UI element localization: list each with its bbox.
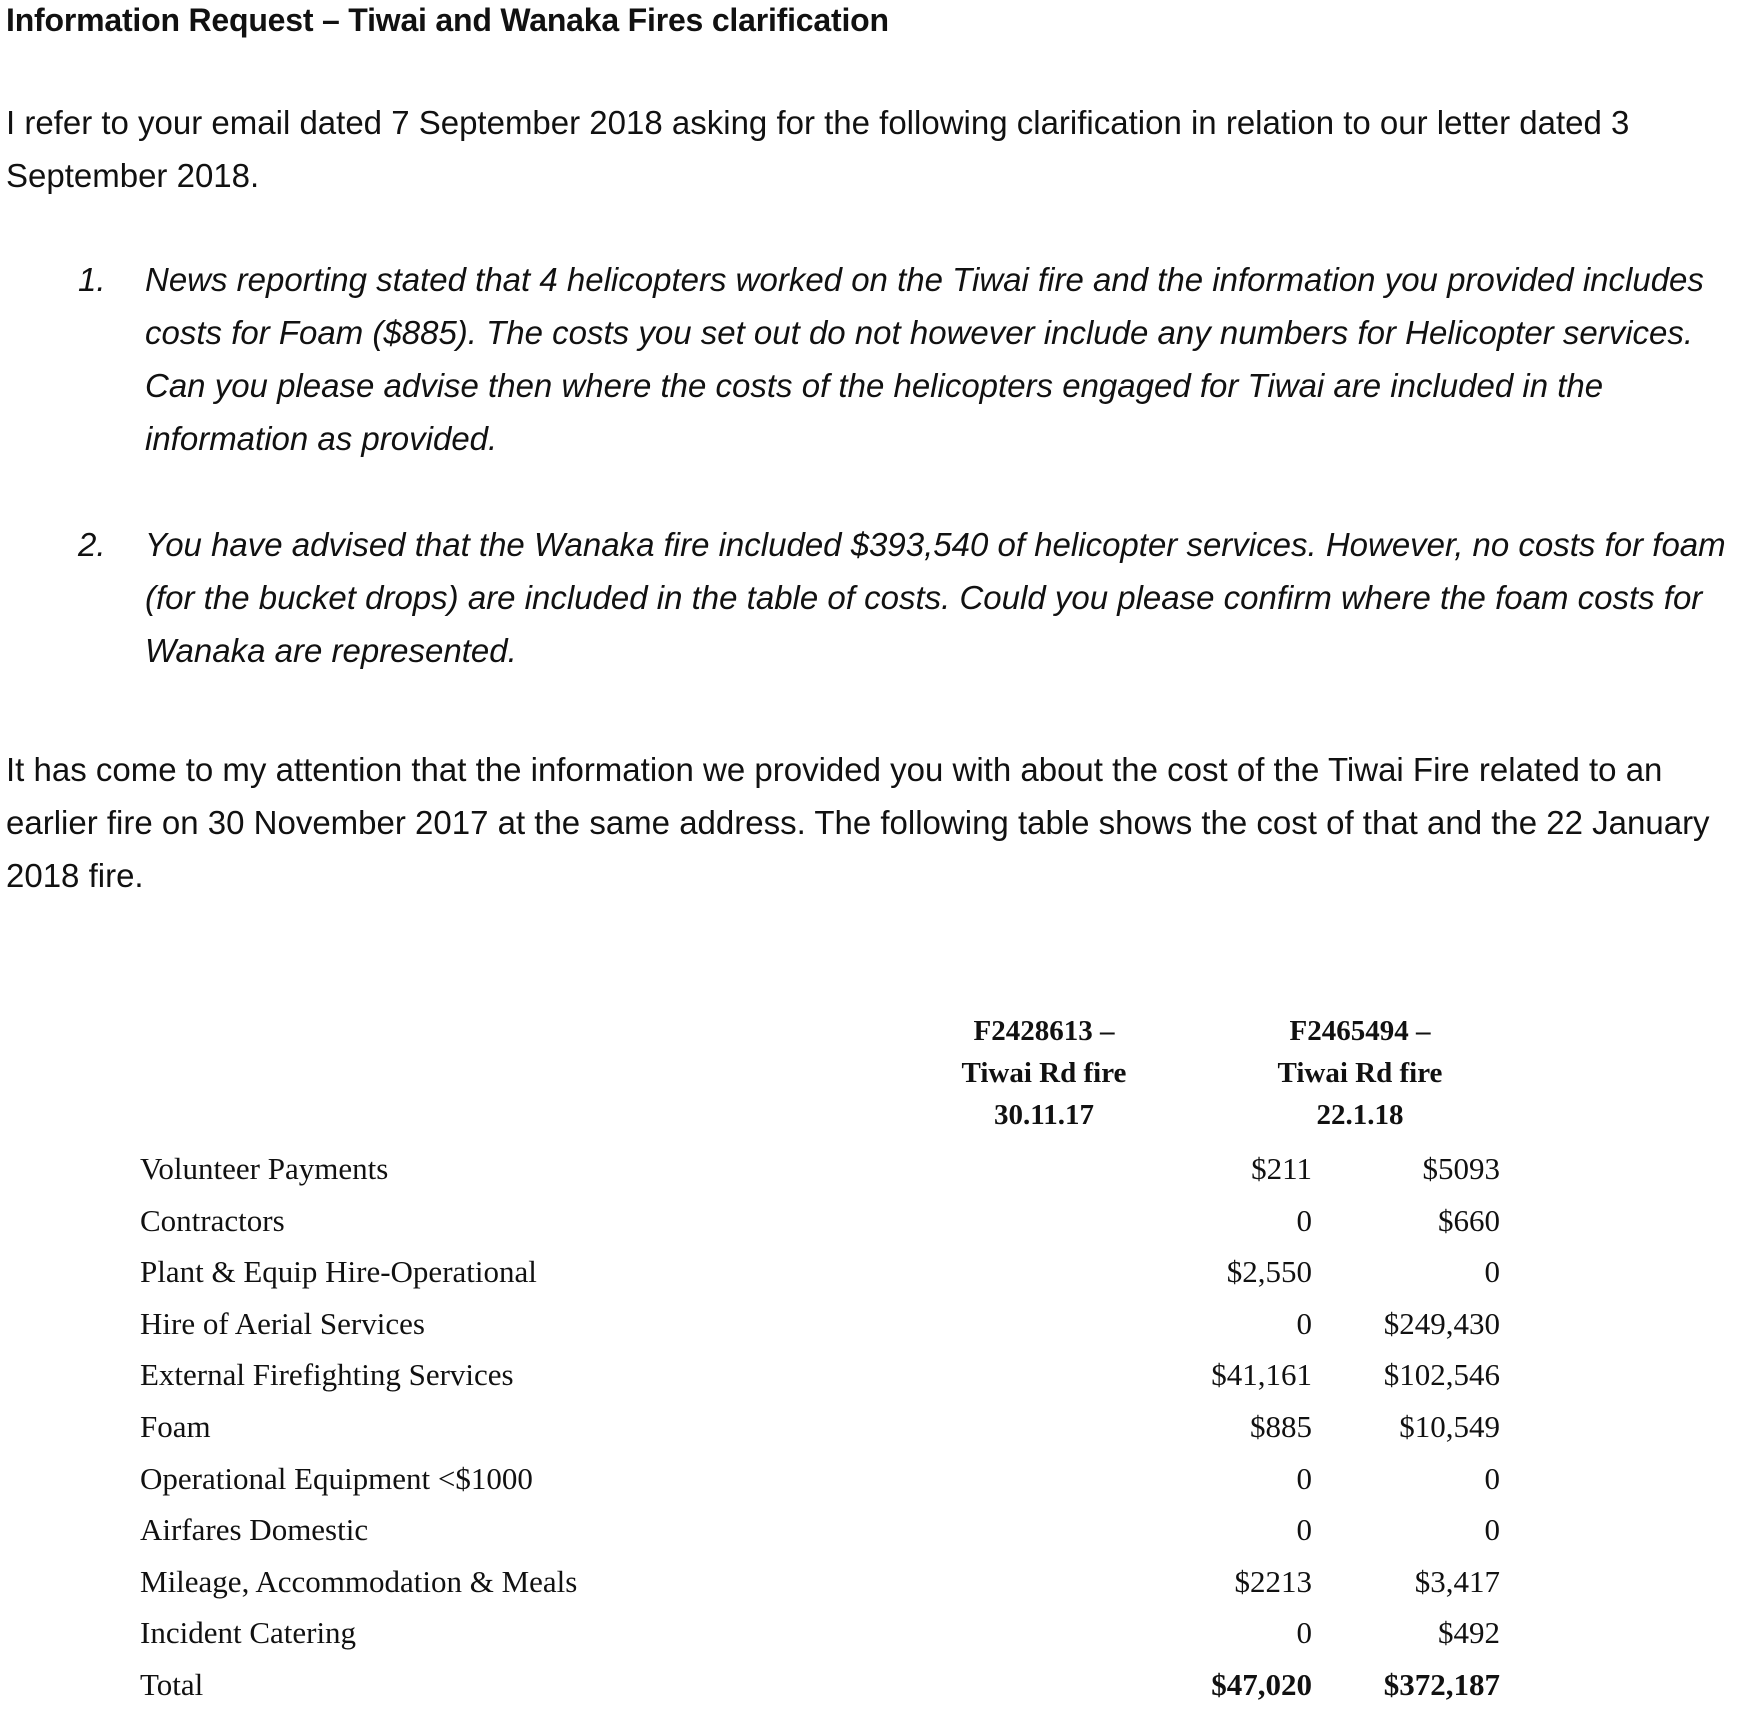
- cell-value: 0: [1296, 1305, 1312, 1341]
- table-body: [140, 1143, 1500, 1711]
- cell-value: $660: [1438, 1202, 1500, 1238]
- table-row: [140, 1246, 1500, 1298]
- table-row: [140, 1298, 1500, 1350]
- question-number: 1.: [78, 261, 106, 298]
- cell-value: $211: [1251, 1151, 1312, 1186]
- document-title: Information Request – Tiwai and Wanaka Fires clarification: [6, 2, 889, 38]
- table-row: [140, 1401, 1500, 1453]
- cell-value: $249,430: [1383, 1305, 1500, 1341]
- row-label: Plant & Equip Hire-Operational: [140, 1254, 537, 1290]
- cell-value: $5093: [1422, 1151, 1500, 1186]
- cell-value: $492: [1438, 1615, 1500, 1651]
- cell-value: 0: [1296, 1615, 1312, 1651]
- table-total-row: [140, 1659, 1500, 1711]
- column-header-line: 22.1.18: [1316, 1099, 1404, 1131]
- row-label: Foam: [140, 1408, 211, 1444]
- table-row: [140, 1349, 1500, 1401]
- cell-value: 0: [1296, 1460, 1312, 1496]
- cell-value: $2213: [1234, 1563, 1312, 1599]
- table-row: [140, 1453, 1500, 1505]
- total-value: $47,020: [1211, 1666, 1312, 1702]
- cell-value: $10,549: [1399, 1408, 1500, 1444]
- cell-value: $3,417: [1414, 1563, 1500, 1599]
- cell-value: 0: [1484, 1460, 1500, 1496]
- column-header-line: Tiwai Rd fire: [1277, 1057, 1443, 1089]
- row-label: External Firefighting Services: [140, 1357, 514, 1393]
- row-label: Hire of Aerial Services: [140, 1305, 425, 1341]
- row-label: Mileage, Accommodation & Meals: [140, 1563, 578, 1599]
- column-header-line: F2465494 –: [1289, 1015, 1431, 1047]
- column-header-line: 30.11.17: [994, 1099, 1094, 1131]
- cell-value: 0: [1484, 1512, 1500, 1548]
- table-row: [140, 1143, 1500, 1195]
- cell-value: $102,546: [1383, 1357, 1500, 1393]
- row-label: Volunteer Payments: [140, 1151, 389, 1186]
- table-row: [140, 1195, 1500, 1247]
- cell-value: $2,550: [1226, 1254, 1312, 1290]
- cell-value: $885: [1250, 1408, 1312, 1444]
- row-label: Airfares Domestic: [140, 1512, 369, 1548]
- column-header-tiwai-30-11-17: [924, 1010, 1164, 1136]
- row-label: Contractors: [140, 1202, 285, 1238]
- intro-paragraph: I refer to your email dated 7 September 2018 asking for the following clarification in relation to our letter dated 3 September 2018.: [6, 104, 1630, 194]
- table-row: [140, 1504, 1500, 1556]
- column-header-tiwai-22-1-18: [1240, 1010, 1480, 1136]
- total-value: $372,187: [1383, 1666, 1500, 1702]
- question-text: News reporting stated that 4 helicopters worked on the Tiwai fire and the information you provided includes costs for Foam ($885). The costs you set out do not however include any numbers for Helicopter services. Can you please advise then where the costs of the helicopters engaged for Tiwai are included in the information as provided.: [145, 261, 1704, 457]
- cell-value: 0: [1296, 1512, 1312, 1548]
- cell-value: 0: [1296, 1202, 1312, 1238]
- question-text: You have advised that the Wanaka fire included $393,540 of helicopter services. However, no costs for foam (for the bucket drops) are included in the table of costs. Could you please confirm where the foam costs for Wanaka are represented.: [145, 526, 1726, 669]
- row-label: Operational Equipment <$1000: [140, 1460, 533, 1496]
- cell-value: $41,161: [1211, 1357, 1312, 1393]
- response-paragraph: It has come to my attention that the information we provided you with about the cost of the Tiwai Fire related to an earlier fire on 30 November 2017 at the same address. The following table shows the cost of that and the 22 January 2018 fire.: [6, 751, 1710, 894]
- total-label: Total: [140, 1666, 204, 1702]
- row-label: Incident Catering: [140, 1615, 357, 1651]
- column-header-line: F2428613 –: [973, 1015, 1115, 1047]
- table-row: [140, 1556, 1500, 1608]
- cell-value: 0: [1484, 1254, 1500, 1290]
- table-row: [140, 1607, 1500, 1659]
- question-number: 2.: [78, 526, 106, 563]
- column-header-line: Tiwai Rd fire: [961, 1057, 1127, 1089]
